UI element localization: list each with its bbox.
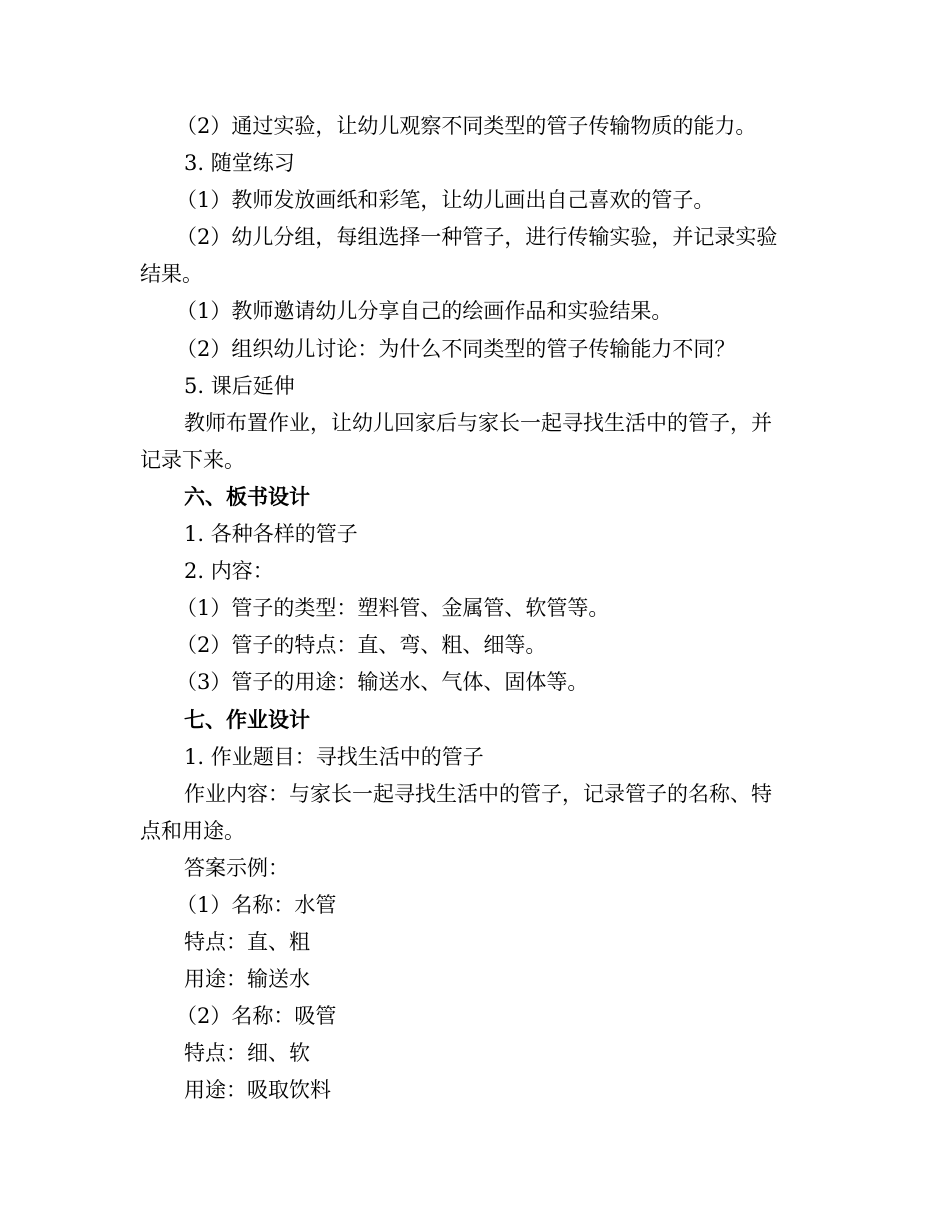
text-line: （2）名称：吸管 <box>176 1004 337 1029</box>
text-line: 结果。 <box>140 262 203 287</box>
text-line: （1）管子的类型：塑料管、金属管、软管等。 <box>176 596 610 621</box>
numbered-item: 5. 课后延伸 <box>184 373 295 398</box>
text-line: 用途：输送水 <box>184 967 310 992</box>
text-line: （1）名称：水管 <box>176 892 337 917</box>
text-line: （2）通过实验，让幼儿观察不同类型的管子传输物质的能力。 <box>176 114 757 138</box>
numbered-item: 1. 作业题目：寻找生活中的管子 <box>184 744 484 769</box>
text-line: 答案示例： <box>184 855 289 880</box>
document-body <box>140 108 810 1110</box>
text-line: 特点：直、粗 <box>184 930 310 955</box>
text-line: （2）管子的特点：直、弯、粗、细等。 <box>176 633 547 658</box>
text-line: 点和用途。 <box>140 818 245 843</box>
text-line: 用途：吸取饮料 <box>184 1078 331 1103</box>
numbered-item: 2. 内容： <box>184 559 274 584</box>
text-line: 作业内容：与家长一起寻找生活中的管子，记录管子的名称、特 <box>184 781 772 806</box>
text-line: （2）组织幼儿讨论：为什么不同类型的管子传输能力不同？ <box>176 336 736 361</box>
section-heading: 六、板书设计 <box>184 484 310 509</box>
text-line: 记录下来。 <box>140 447 245 472</box>
text-line: （3）管子的用途：输送水、气体、固体等。 <box>176 670 589 695</box>
numbered-item: 3. 随堂练习 <box>184 151 295 176</box>
text-line: 教师布置作业，让幼儿回家后与家长一起寻找生活中的管子，并 <box>184 410 772 435</box>
text-line: 特点：细、软 <box>184 1041 310 1066</box>
text-line: （1）教师邀请幼儿分享自己的绘画作品和实验结果。 <box>176 299 673 324</box>
section-heading: 七、作业设计 <box>184 707 310 732</box>
text-line: （1）教师发放画纸和彩笔，让幼儿画出自己喜欢的管子。 <box>176 188 715 213</box>
numbered-item: 1. 各种各样的管子 <box>184 522 358 547</box>
text-line: （2）幼儿分组，每组选择一种管子，进行传输实验，并记录实验 <box>176 225 778 250</box>
